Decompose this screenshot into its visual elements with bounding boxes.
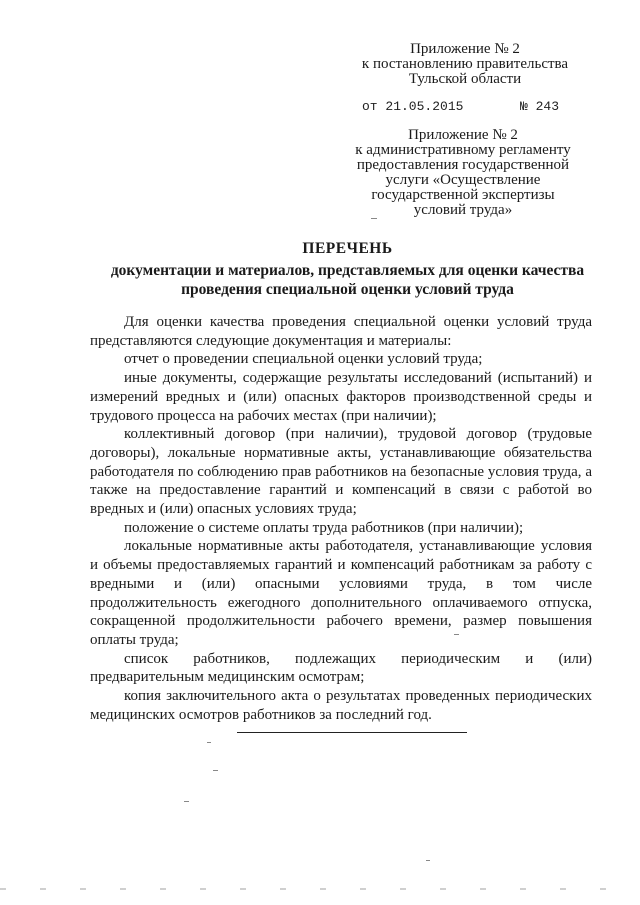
- document-subtitle-line: документации и материалов, представляемых для оценки качества: [110, 262, 585, 279]
- scan-speck: [184, 801, 189, 802]
- appendix-reference-line: предоставления государственной: [356, 157, 570, 173]
- scan-speck: [371, 218, 377, 219]
- document-subtitle-line: проведения специальной оценки условий труда: [181, 281, 514, 298]
- scan-speck: [454, 634, 459, 635]
- scan-speck: [213, 770, 218, 771]
- scan-speck: [426, 860, 430, 861]
- appendix-title: Приложение № 2: [410, 41, 520, 57]
- scan-edge-noise: [0, 888, 640, 890]
- appendix-title: Приложение № 2: [408, 127, 518, 143]
- appendix-header-government: [355, 42, 575, 87]
- order-date-number: [362, 99, 602, 114]
- list-item: локальные нормативные акты работодателя, устанавливающие условия и объемы предоставляемых гарантий и компенсаций работникам за работу с вредными и (или) опасными условиями труда, в том числе продолжительность ежегодного дополнительного оплачиваемого отпуска, сокращенной продолжительности рабочего времени, размер повышения оплаты труда;: [90, 538, 592, 648]
- end-divider: [237, 732, 467, 733]
- appendix-reference-line: услуги «Осуществление: [385, 172, 541, 188]
- order-number: № 243: [520, 99, 560, 114]
- list-item: коллективный договор (при наличии), трудовой договор (трудовые договоры), локальные нормативные акты, устанавливающие обязательства работодателя по соблюдению прав работников на безопасные условия труда, а также на предоставление гарантий и компенсаций в связи с работой во вредных и (или) опасных условиях труда;: [90, 426, 592, 518]
- document-body: [90, 313, 592, 724]
- list-item: отчет о проведении специальной оценки условий труда;: [124, 351, 483, 368]
- document-title: ПЕРЕЧЕНЬ: [302, 240, 393, 257]
- list-item: список работников, подлежащих периодическим и (или) предварительным медицинским осмотрам;: [90, 650, 592, 686]
- appendix-reference-line: к административному регламенту: [355, 142, 571, 158]
- appendix-header-regulation: [352, 128, 574, 218]
- appendix-reference: к постановлению правительства: [361, 56, 569, 72]
- intro-paragraph: Для оценки качества проведения специальной оценки условий труда представляются следующие документация и материалы:: [90, 314, 592, 349]
- appendix-reference-line: государственной экспертизы: [371, 187, 555, 203]
- list-item: копия заключительного акта о результатах проведенных периодических медицинских осмотров работников за последний год.: [90, 688, 592, 723]
- appendix-reference-line: условий труда»: [413, 202, 513, 218]
- order-date: от 21.05.2015: [362, 99, 464, 114]
- appendix-region: Тульской области: [408, 71, 522, 87]
- scan-speck: [207, 742, 211, 743]
- list-item: иные документы, содержащие результаты исследований (испытаний) и измерений вредных и (или) опасных факторов производственной среды и трудового процесса на рабочих местах (при наличии);: [90, 370, 592, 424]
- list-item: положение о системе оплаты труда работников (при наличии);: [124, 519, 524, 536]
